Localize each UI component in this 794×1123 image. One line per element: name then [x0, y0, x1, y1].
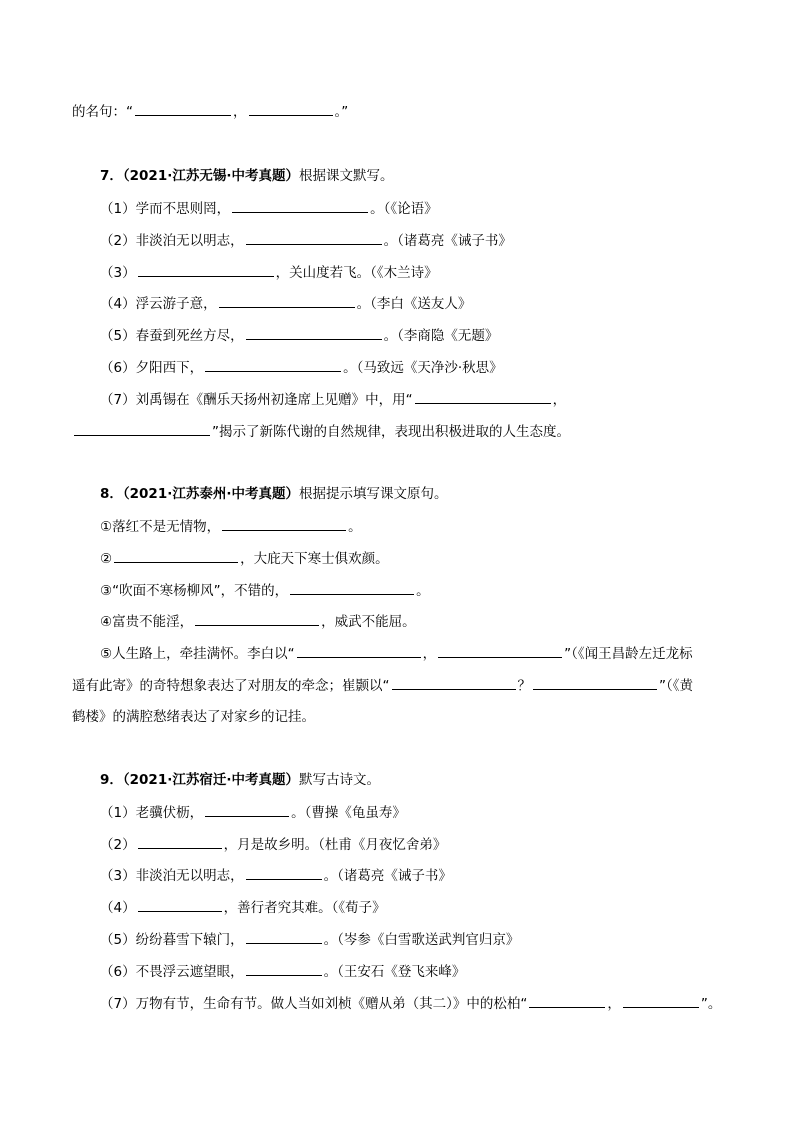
q9-item-3 — [100, 866, 738, 885]
question-number: 7．（2021·江苏无锡·中考真题） — [100, 168, 299, 184]
text: （6）夕阳西下， — [100, 360, 204, 376]
answer-blank[interactable] — [232, 199, 368, 213]
answer-blank[interactable] — [392, 676, 516, 690]
answer-blank[interactable] — [249, 102, 333, 116]
text: ，善行者究其难。（《荀子》 — [223, 900, 386, 916]
text: 。（岑参《白雪歌送武判官归京》 — [323, 932, 520, 948]
answer-blank[interactable] — [114, 549, 238, 563]
text: 遥有此寄》的奇特想象表达了对朋友的牵念；崔颢以“ — [72, 678, 390, 694]
answer-blank[interactable] — [246, 866, 322, 880]
answer-blank[interactable] — [623, 994, 699, 1008]
text: 。（曹操《龟虽寿》 — [291, 805, 406, 821]
question-number: 8．（2021·江苏泰州·中考真题） — [100, 486, 299, 502]
question-instruction: 根据提示填写课文原句。 — [298, 486, 448, 502]
q9-item-5 — [100, 930, 738, 949]
text: 。（王安石《登飞来峰》 — [323, 964, 466, 980]
answer-blank[interactable] — [195, 612, 319, 626]
text: （2） — [100, 837, 136, 853]
text: 。（李商隐《无题》 — [383, 328, 499, 344]
text: （7）刘禹锡在《酬乐天扬州初逢席上见赠》中，用“ — [100, 392, 413, 408]
text: 。（《论语》 — [370, 201, 438, 217]
text: 。 — [416, 583, 430, 599]
text: （7）万物有节，生命有节。做人当如刘桢《赠从弟（其二）》中的松柏“ — [100, 996, 528, 1012]
text: ， — [422, 646, 437, 662]
text: 。（李白《送友人》 — [356, 296, 472, 312]
q7-item-4 — [100, 294, 738, 313]
answer-blank[interactable] — [135, 102, 231, 116]
q7-item-6 — [100, 358, 738, 377]
answer-blank[interactable] — [438, 644, 562, 658]
answer-blank[interactable] — [246, 930, 322, 944]
text: ，关山度若飞。（《木兰诗》 — [275, 265, 438, 281]
text: （2）非淡泊无以明志， — [100, 233, 244, 249]
text: （1）学而不思则罔， — [100, 201, 231, 217]
q9-item-6 — [100, 962, 738, 981]
answer-blank[interactable] — [533, 676, 657, 690]
text: 。（诸葛亮《诫子书》 — [383, 233, 512, 249]
text: （3）非淡泊无以明志， — [100, 868, 244, 884]
question-7-header — [100, 167, 738, 185]
answer-blank[interactable] — [219, 294, 355, 308]
text: ？ — [517, 678, 531, 694]
q7-item-2 — [100, 231, 738, 250]
q9-item-1 — [100, 803, 738, 822]
text: ， — [233, 104, 247, 120]
answer-blank[interactable] — [290, 581, 414, 595]
q7-item-7-continued — [72, 422, 738, 441]
text: （4）浮云游子意， — [100, 296, 217, 312]
text: 鹤楼》的满腔愁绪表达了对家乡的记挂。 — [72, 709, 315, 725]
q7-item-7 — [100, 390, 738, 409]
q8-item-1 — [100, 517, 738, 536]
text: ④富贵不能淫， — [100, 614, 194, 630]
text: （4） — [100, 900, 136, 916]
q8-item-5-line-3 — [72, 708, 738, 726]
text: ，大庇天下寒士俱欢颜。 — [240, 551, 389, 567]
text: ”。 — [700, 996, 722, 1012]
q7-item-5 — [100, 326, 738, 345]
text: （5）春蚕到死丝方尽， — [100, 328, 244, 344]
text: ， — [607, 996, 621, 1012]
question-instruction: 默写古诗文。 — [298, 772, 380, 788]
text: 。（马致远《天净沙·秋思》 — [343, 360, 503, 376]
text: （3） — [100, 265, 136, 281]
answer-blank[interactable] — [138, 835, 222, 849]
q8-item-2 — [100, 549, 738, 568]
q7-item-1 — [100, 199, 738, 218]
text: ② — [100, 551, 113, 567]
text: 。（诸葛亮《诫子书》 — [323, 868, 452, 884]
answer-blank[interactable] — [138, 898, 222, 912]
answer-blank[interactable] — [222, 517, 346, 531]
q8-item-5 — [100, 644, 738, 663]
q9-item-7 — [100, 994, 738, 1013]
text: ，威武不能屈。 — [321, 614, 416, 630]
text: 。 — [348, 519, 362, 535]
text: （5）纷纷暮雪下辕门， — [100, 932, 244, 948]
answer-blank[interactable] — [246, 962, 322, 976]
answer-blank[interactable] — [205, 803, 289, 817]
answer-blank[interactable] — [205, 358, 341, 372]
question-number: 9．（2021·江苏宿迁·中考真题） — [100, 772, 299, 788]
text: 。” — [334, 104, 349, 120]
q8-item-3 — [100, 581, 738, 600]
text: ①落红不是无情物， — [100, 519, 221, 535]
answer-blank[interactable] — [246, 231, 382, 245]
answer-blank[interactable] — [138, 263, 274, 277]
text: 的名句：“ — [72, 104, 133, 120]
text: ”（《黄 — [659, 678, 693, 694]
q9-item-4 — [100, 898, 738, 917]
q9-item-2 — [100, 835, 738, 854]
answer-blank[interactable] — [297, 644, 421, 658]
q7-item-3 — [100, 263, 738, 282]
text: （6）不畏浮云遮望眼， — [100, 964, 244, 980]
answer-blank[interactable] — [415, 390, 551, 404]
text: ”（《闻王昌龄左迁龙标 — [564, 646, 693, 662]
answer-blank[interactable] — [529, 994, 605, 1008]
text: ”揭示了新陈代谢的自然规律，表现出积极进取的人生态度。 — [212, 424, 570, 440]
answer-blank[interactable] — [246, 326, 382, 340]
question-9-header — [100, 771, 738, 789]
text: （1）老骥伏枥， — [100, 805, 204, 821]
text: ③“吹面不寒杨柳风”，不错的， — [100, 583, 289, 599]
question-8-header — [100, 485, 738, 503]
text: ，月是故乡明。（杜甫《月夜忆舍弟》 — [223, 837, 447, 853]
text: ⑤人生路上，牵挂满怀。李白以“ — [100, 646, 295, 662]
question-instruction: 根据课文默写。 — [298, 168, 394, 184]
text: ， — [552, 392, 567, 408]
answer-blank[interactable] — [74, 422, 210, 436]
intro-line — [72, 102, 738, 121]
q8-item-4 — [100, 612, 738, 631]
q8-item-5-line-2 — [72, 676, 738, 695]
